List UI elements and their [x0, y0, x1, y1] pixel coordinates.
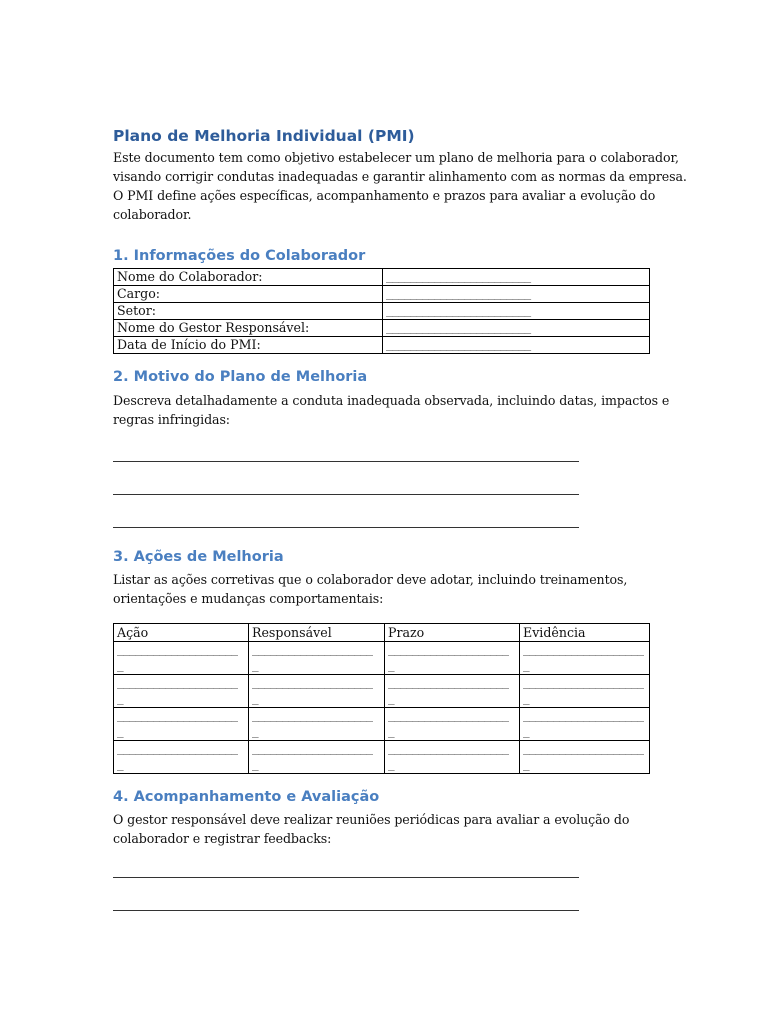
- responsible-cell[interactable]: ____________________ _: [249, 741, 385, 774]
- table-row: [114, 642, 650, 675]
- info-label-manager: Nome do Gestor Responsável:: [114, 320, 383, 337]
- table-row: [114, 286, 650, 303]
- section-2-heading: 2. Motivo do Plano de Melhoria: [113, 369, 368, 385]
- document-title: Plano de Melhoria Individual (PMI): [113, 127, 415, 145]
- section-3-description: Listar as ações corretivas que o colaborador deve adotar, incluindo treinamentos, orientações e mudanças comportamentais:: [113, 572, 628, 606]
- section-2-description: Descreva detalhadamente a conduta inadequada observada, incluindo datas, impactos e regras infringidas:: [113, 393, 670, 427]
- table-row: [114, 741, 650, 774]
- improvement-actions-table: [113, 623, 650, 774]
- deadline-cell[interactable]: ____________________ _: [385, 708, 520, 741]
- responsible-cell[interactable]: ____________________ _: [249, 675, 385, 708]
- write-line[interactable]: [113, 461, 579, 462]
- info-label-start-date: Data de Início do PMI:: [114, 337, 383, 354]
- action-cell[interactable]: ____________________ _: [114, 642, 249, 675]
- column-header-action: Ação: [114, 624, 249, 642]
- column-header-evidence: Evidência: [520, 624, 650, 642]
- column-header-deadline: Prazo: [385, 624, 520, 642]
- intro-paragraph: Este documento tem como objetivo estabelecer um plano de melhoria para o colaborador, visando corrigir condutas inadequadas e garantir alinhamento com as normas da empresa. O PMI define ações específicas, acompanhamento e prazos para avaliar a evolução do colaborador.: [113, 150, 687, 222]
- info-field-name[interactable]: ________________________: [383, 269, 650, 286]
- write-line[interactable]: [113, 910, 579, 911]
- evidence-cell[interactable]: ____________________ _: [520, 708, 650, 741]
- section-4-heading: 4. Acompanhamento e Avaliação: [113, 789, 380, 805]
- evidence-cell[interactable]: ____________________ _: [520, 642, 650, 675]
- deadline-cell[interactable]: ____________________ _: [385, 741, 520, 774]
- info-field-sector[interactable]: ________________________: [383, 303, 650, 320]
- info-label-name: Nome do Colaborador:: [114, 269, 383, 286]
- section-4-description: O gestor responsável deve realizar reuniões periódicas para avaliar a evolução do colaborador e registrar feedbacks:: [113, 812, 630, 846]
- info-field-manager[interactable]: ________________________: [383, 320, 650, 337]
- table-row: [114, 708, 650, 741]
- write-line[interactable]: [113, 494, 579, 495]
- evidence-cell[interactable]: ____________________ _: [520, 741, 650, 774]
- table-row: [114, 675, 650, 708]
- action-cell[interactable]: ____________________ _: [114, 708, 249, 741]
- info-field-start-date[interactable]: ________________________: [383, 337, 650, 354]
- deadline-cell[interactable]: ____________________ _: [385, 675, 520, 708]
- deadline-cell[interactable]: ____________________ _: [385, 642, 520, 675]
- info-label-sector: Setor:: [114, 303, 383, 320]
- write-line[interactable]: [113, 527, 579, 528]
- table-header-row: [114, 624, 650, 642]
- table-row: [114, 320, 650, 337]
- table-row: [114, 269, 650, 286]
- table-row: [114, 303, 650, 320]
- collaborator-info-table: [113, 268, 650, 354]
- action-cell[interactable]: ____________________ _: [114, 675, 249, 708]
- evidence-cell[interactable]: ____________________ _: [520, 675, 650, 708]
- document-page: [113, 124, 687, 911]
- write-line[interactable]: [113, 877, 579, 878]
- action-cell[interactable]: ____________________ _: [114, 741, 249, 774]
- table-row: [114, 337, 650, 354]
- info-field-role[interactable]: ________________________: [383, 286, 650, 303]
- column-header-responsible: Responsável: [249, 624, 385, 642]
- section-1-heading: 1. Informações do Colaborador: [113, 248, 366, 264]
- section-3-heading: 3. Ações de Melhoria: [113, 549, 284, 565]
- info-label-role: Cargo:: [114, 286, 383, 303]
- responsible-cell[interactable]: ____________________ _: [249, 642, 385, 675]
- responsible-cell[interactable]: ____________________ _: [249, 708, 385, 741]
